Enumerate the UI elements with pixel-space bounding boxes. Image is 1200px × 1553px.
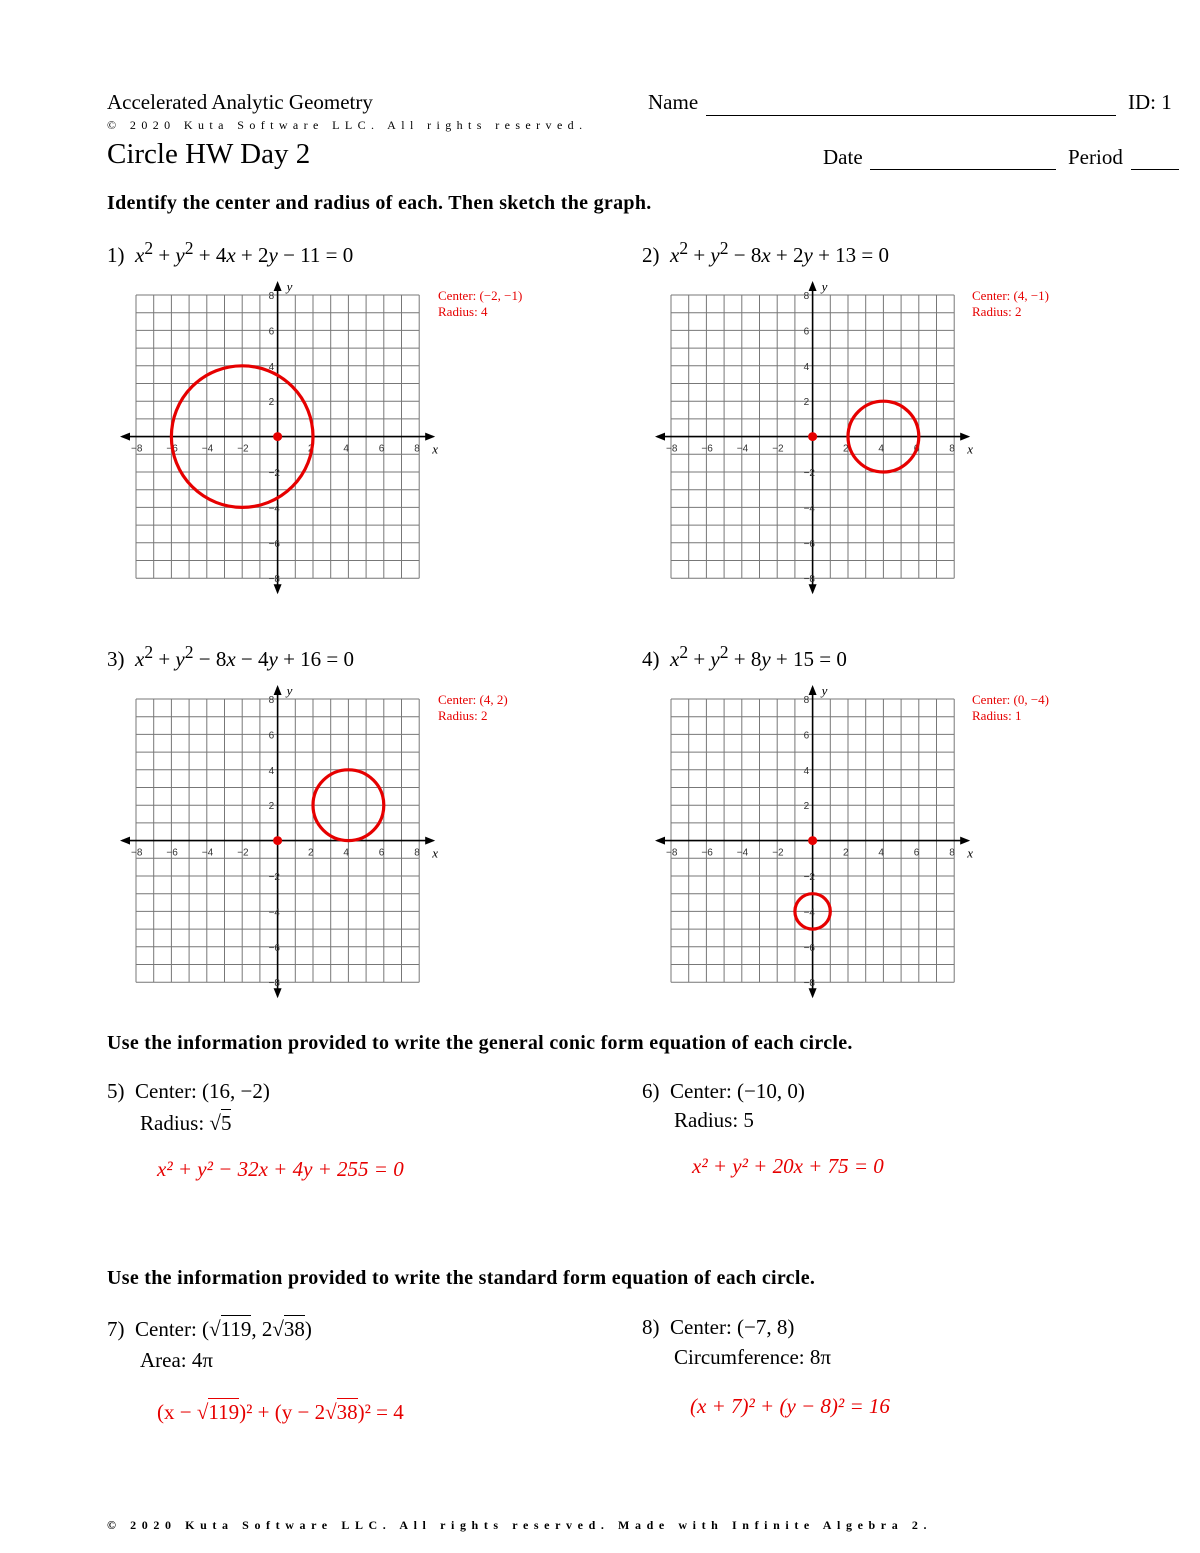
x-tick-label: 8 — [949, 443, 955, 455]
y-tick-label: 2 — [268, 397, 275, 409]
x-tick-label: −2 — [237, 847, 249, 859]
problem-8-answer: (x + 7)² + (y − 8)² = 16 — [690, 1394, 890, 1418]
y-tick-label: −4 — [268, 907, 281, 919]
problem-1-number: 1) — [107, 243, 125, 267]
course-name: Accelerated Analytic Geometry — [107, 90, 373, 114]
problem-7-center-post: ) — [304, 1317, 312, 1341]
problem-4-equation: 4) $x^2 + y^2 + 8y + 15 = 0$ — [642, 642, 847, 671]
section1-instruction: Identify the center and radius of each. Then sketch the graph. — [107, 192, 652, 214]
sqrt-symbol: √ — [272, 1317, 284, 1341]
y-tick-label: −2 — [268, 872, 281, 883]
problem-3-center: Center: (4, 2) — [438, 692, 508, 707]
y-tick-label: 6 — [803, 730, 810, 742]
x-tick-label: 2 — [843, 443, 849, 455]
problem-7-area: Area: 4π — [140, 1348, 213, 1372]
x-axis-arrow-left — [120, 433, 130, 441]
problem-5-radius-value: 5 — [220, 1111, 232, 1135]
y-axis-arrow-up — [809, 281, 817, 291]
y-axis-label: y — [821, 279, 828, 294]
x-tick-label: 6 — [913, 847, 920, 859]
y-tick-label: 4 — [268, 361, 275, 373]
problem-7-center — [107, 1317, 312, 1342]
x-tick-label: −4 — [736, 847, 749, 859]
x-tick-label: −2 — [772, 847, 784, 859]
y-tick-label: 8 — [268, 291, 275, 302]
y-axis-arrow-up — [274, 685, 282, 695]
y-tick-label: −2 — [803, 468, 816, 479]
y-tick-label: −8 — [268, 978, 281, 990]
x-tick-label: −6 — [701, 443, 713, 455]
problem-6-number: 6) — [642, 1079, 660, 1103]
y-axis-label: y — [821, 683, 828, 698]
y-tick-label: 2 — [268, 801, 275, 813]
problem-7-number: 7) — [107, 1317, 125, 1341]
x-tick-label: 4 — [343, 443, 349, 455]
x-tick-label: −6 — [166, 443, 178, 455]
y-axis-arrow-up — [809, 685, 817, 695]
problem-7-sqrt-b: 38 — [283, 1317, 305, 1341]
date-field[interactable] — [870, 169, 1056, 170]
problem-7-answer-sqrt-b: 38 — [336, 1400, 358, 1424]
problem-5-number: 5) — [107, 1079, 125, 1103]
copyright-line: © 2020 Kuta Software LLC. All rights reserved. — [107, 118, 588, 132]
x-axis-arrow-right — [425, 837, 435, 845]
problem-7-center-mid: , 2 — [251, 1317, 273, 1341]
x-tick-label: 8 — [414, 847, 420, 859]
footer-copyright: © 2020 Kuta Software LLC. All rights reserved. Made with Infinite Algebra 2. — [107, 1518, 933, 1532]
y-tick-label: 6 — [268, 730, 275, 742]
data-point — [808, 836, 817, 845]
y-tick-label: −8 — [803, 574, 816, 586]
x-axis-arrow-right — [960, 433, 970, 441]
problem-3-equation: 3) $x^2 + y^2 - 8x - 4y + 16 = 0$ — [107, 642, 355, 671]
x-tick-label: −8 — [131, 443, 143, 455]
data-point — [273, 836, 282, 845]
x-tick-label: 4 — [878, 443, 884, 455]
y-tick-label: 2 — [803, 397, 810, 409]
problem-7-answer-b: )² + (y − 2 — [239, 1400, 326, 1424]
problem-2-radius: Radius: 2 — [972, 304, 1022, 319]
problem-6-answer: x² + y² + 20x + 75 = 0 — [692, 1154, 884, 1178]
x-tick-label: 6 — [378, 847, 385, 859]
x-tick-label: 2 — [308, 443, 314, 455]
data-point — [273, 432, 282, 441]
x-tick-label: 6 — [378, 443, 385, 455]
y-tick-label: −8 — [268, 574, 281, 586]
y-tick-label: −6 — [268, 942, 281, 954]
x-tick-label: −2 — [237, 443, 249, 455]
x-tick-label: −6 — [166, 847, 178, 859]
problem-6-center-text: Center: (−10, 0) — [670, 1079, 805, 1103]
data-point — [808, 432, 817, 441]
problem-3-radius: Radius: 2 — [438, 708, 488, 723]
graph-3 — [112, 681, 452, 1011]
x-axis-arrow-left — [120, 837, 130, 845]
problem-7-answer-a: (x − — [157, 1400, 197, 1424]
x-tick-label: −2 — [772, 443, 784, 455]
y-tick-label: 8 — [268, 695, 275, 706]
y-tick-label: 4 — [803, 765, 810, 777]
graph-2 — [647, 277, 987, 607]
x-axis-arrow-right — [960, 837, 970, 845]
problem-3-number: 3) — [107, 647, 125, 671]
x-axis-label: x — [432, 441, 438, 457]
y-tick-label: 6 — [268, 326, 275, 338]
y-tick-label: −4 — [803, 503, 816, 515]
y-tick-label: −6 — [803, 538, 816, 550]
problem-5-center — [107, 1079, 270, 1104]
x-tick-label: 4 — [343, 847, 349, 859]
problem-1-center: Center: (−2, −1) — [438, 288, 523, 303]
name-field[interactable] — [706, 115, 1116, 116]
sqrt-symbol: √ — [325, 1400, 337, 1424]
x-tick-label: −4 — [201, 847, 214, 859]
y-axis-arrow-up — [274, 281, 282, 291]
id-label: ID: 1 — [1128, 90, 1172, 114]
x-tick-label: 8 — [949, 847, 955, 859]
problem-4-radius: Radius: 1 — [972, 708, 1022, 723]
problem-7-answer — [157, 1400, 404, 1425]
x-tick-label: −6 — [701, 847, 713, 859]
y-tick-label: 4 — [803, 361, 810, 373]
period-field[interactable] — [1131, 169, 1179, 170]
y-axis-label: y — [286, 683, 293, 698]
y-tick-label: −4 — [803, 907, 816, 919]
x-axis-label: x — [967, 441, 973, 457]
problem-4-number: 4) — [642, 647, 660, 671]
problem-5-radius — [140, 1111, 231, 1136]
x-tick-label: −8 — [666, 847, 678, 859]
section2-instruction: Use the information provided to write the general conic form equation of each circle. — [107, 1032, 853, 1054]
x-axis-arrow-left — [655, 837, 665, 845]
problem-8-center — [642, 1315, 794, 1340]
graph-1 — [112, 277, 452, 607]
y-axis-label: y — [286, 279, 293, 294]
x-tick-label: 2 — [308, 847, 314, 859]
problem-8-circumference: Circumference: 8π — [674, 1345, 831, 1369]
sqrt-symbol: √ — [209, 1111, 221, 1135]
x-tick-label: −4 — [736, 443, 749, 455]
problem-7-center-pre: Center: ( — [135, 1317, 210, 1341]
y-axis-arrow-down — [809, 988, 817, 998]
y-tick-label: −6 — [803, 942, 816, 954]
y-tick-label: −2 — [803, 872, 816, 883]
problem-6-center — [642, 1079, 805, 1104]
y-tick-label: 8 — [803, 695, 810, 706]
period-label: Period — [1068, 145, 1123, 169]
problem-4-center: Center: (0, −4) — [972, 692, 1050, 707]
date-label: Date — [823, 145, 863, 169]
x-axis-arrow-left — [655, 433, 665, 441]
problem-5-center-text: Center: (16, −2) — [135, 1079, 270, 1103]
x-tick-label: 2 — [843, 847, 849, 859]
x-tick-label: −8 — [666, 443, 678, 455]
problem-5-radius-label: Radius: — [140, 1111, 210, 1135]
sqrt-symbol: √ — [209, 1317, 221, 1341]
y-tick-label: 6 — [803, 326, 810, 338]
problem-7-answer-sqrt-a: 119 — [208, 1400, 240, 1424]
y-tick-label: −2 — [268, 468, 281, 479]
x-tick-label: −8 — [131, 847, 143, 859]
y-tick-label: 4 — [268, 765, 275, 777]
problem-8-center-text: Center: (−7, 8) — [670, 1315, 795, 1339]
y-axis-arrow-down — [274, 584, 282, 594]
worksheet-title: Circle HW Day 2 — [107, 138, 311, 170]
y-axis-arrow-down — [809, 584, 817, 594]
problem-1-radius: Radius: 4 — [438, 304, 488, 319]
problem-2-number: 2) — [642, 243, 660, 267]
x-tick-label: 4 — [878, 847, 884, 859]
x-axis-arrow-right — [425, 433, 435, 441]
x-tick-label: 6 — [913, 443, 920, 455]
y-tick-label: −8 — [803, 978, 816, 990]
section3-instruction: Use the information provided to write the standard form equation of each circle. — [107, 1267, 816, 1289]
y-tick-label: 8 — [803, 291, 810, 302]
sqrt-symbol: √ — [196, 1400, 209, 1424]
problem-6-radius: Radius: 5 — [674, 1108, 754, 1132]
problem-7-sqrt-a: 119 — [220, 1317, 252, 1341]
problem-5-answer: x² + y² − 32x + 4y + 255 = 0 — [157, 1157, 404, 1181]
x-tick-label: −4 — [201, 443, 214, 455]
problem-7-answer-c: )² = 4 — [357, 1400, 404, 1424]
y-tick-label: −4 — [268, 503, 281, 515]
x-tick-label: 8 — [414, 443, 420, 455]
name-label: Name — [648, 90, 699, 114]
problem-1-equation: 1) $x^2 + y^2 + 4x + 2y - 11 = 0$ — [107, 238, 354, 267]
x-axis-label: x — [432, 845, 438, 861]
y-axis-arrow-down — [274, 988, 282, 998]
graph-4 — [647, 681, 987, 1011]
y-tick-label: 2 — [803, 801, 810, 813]
problem-2-center: Center: (4, −1) — [972, 288, 1050, 303]
y-tick-label: −6 — [268, 538, 281, 550]
problem-2-equation: 2) $x^2 + y^2 - 8x + 2y + 13 = 0$ — [642, 238, 890, 267]
problem-8-number: 8) — [642, 1315, 660, 1339]
x-axis-label: x — [967, 845, 973, 861]
